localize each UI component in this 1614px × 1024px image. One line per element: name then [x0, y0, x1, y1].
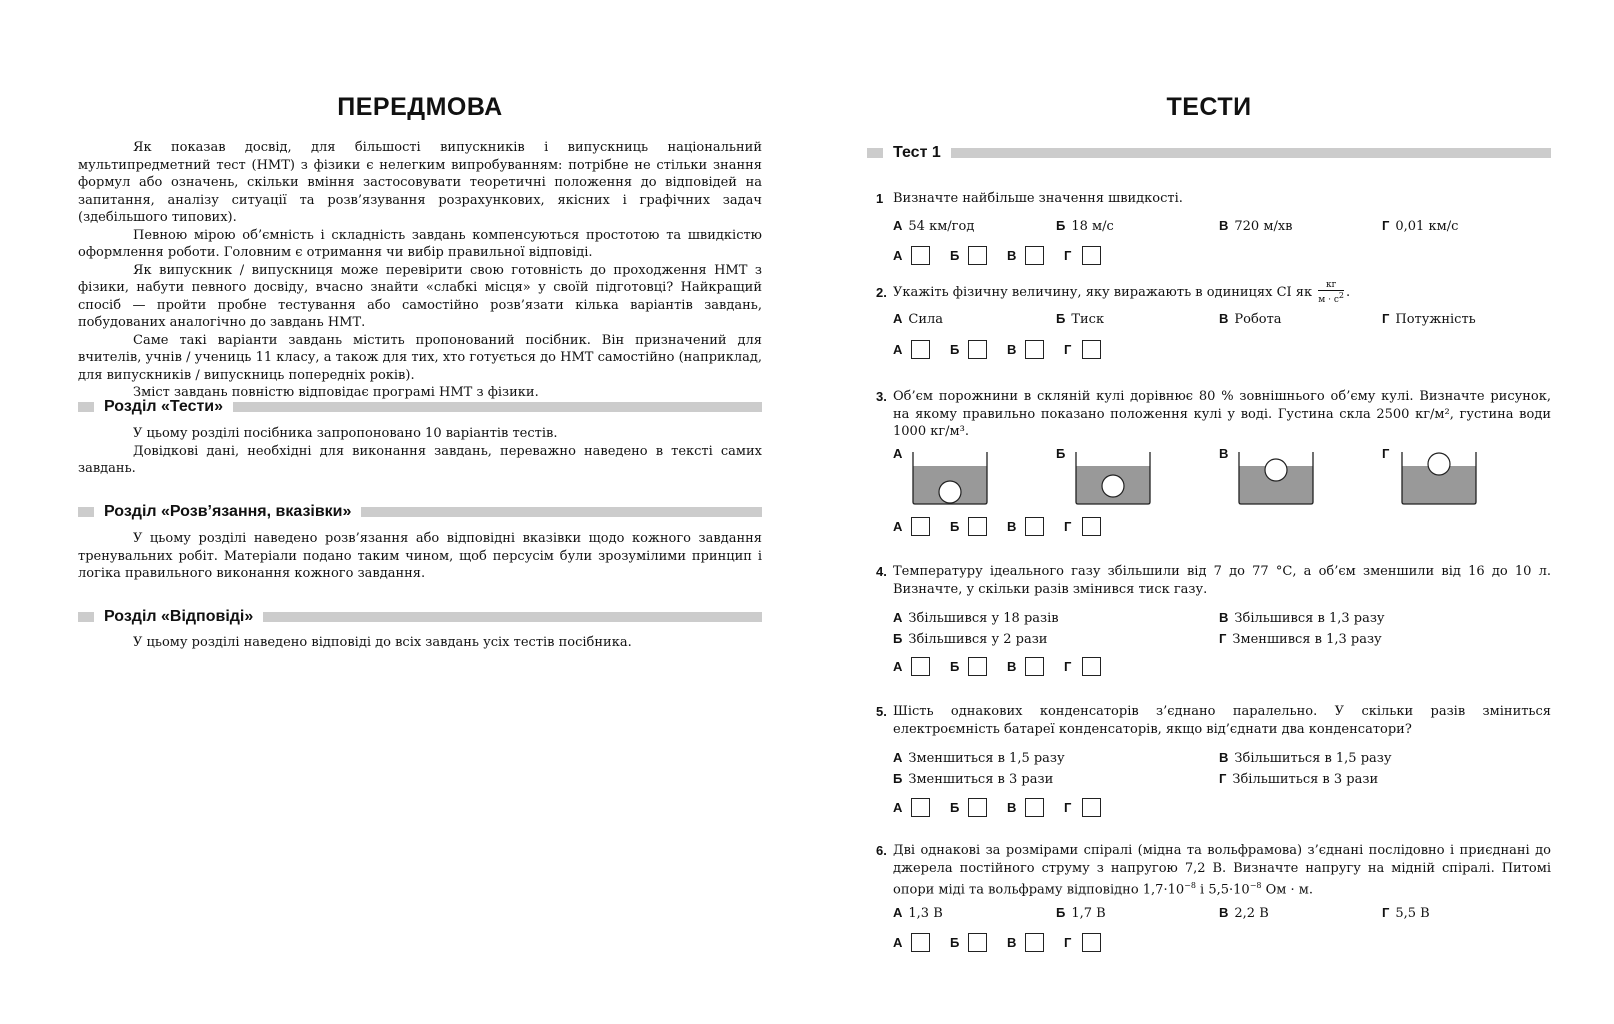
answer-row-1: А Б В Г: [893, 246, 1121, 265]
figure-c: В: [1219, 448, 1339, 512]
answer-row-4: А Б В Г: [893, 657, 1121, 676]
answer-checkbox[interactable]: [968, 657, 987, 676]
question-1: 1 Визначте найбільше значення швидкості.: [876, 191, 1183, 206]
section-text-answers: У цьому розділі наведено відповіді до всіх завдань усіх тестів посібника.: [133, 635, 632, 650]
preface-paragraph: Як показав досвід, для більшості випускників і випускниць національний мультипредметний тест (НМТ) з фізики є нелегким випробуванням: потрібне не стільки знання формул або означень, скільки вміння застосовувати теоретичні положення до відповідей на запитання, аналізу ситуації та розв’язування розрахункових, якісних і графічних задач (здебільшого типових).: [78, 140, 762, 225]
section-header-tests: [78, 396, 762, 418]
question-6-options: А 1,3 В Б 1,7 В В 2,2 В Г 5,5 В: [893, 905, 1430, 921]
option-a: А 54 км/год: [893, 218, 975, 234]
answer-checkbox[interactable]: [911, 657, 930, 676]
answer-row-6: А Б В Г: [893, 933, 1121, 952]
answer-checkbox[interactable]: [1025, 340, 1044, 359]
answer-checkbox[interactable]: [911, 933, 930, 952]
option-d: Г 0,01 км/с: [1382, 218, 1459, 234]
beaker-a-figure: [893, 448, 1013, 508]
preface-text: [78, 139, 762, 402]
answer-checkbox[interactable]: [1025, 517, 1044, 536]
test-label: Тест 1: [893, 144, 941, 161]
question-2-options: А Сила Б Тиск В Робота Г Потужність: [893, 311, 1476, 327]
answer-checkbox[interactable]: [1082, 246, 1101, 265]
answer-checkbox[interactable]: [1082, 657, 1101, 676]
answer-checkbox[interactable]: [968, 798, 987, 817]
question-1-options: [893, 218, 1551, 234]
section-text-tests: У цьому розділі посібника запропоновано 10 варіантів тестів. Довідкові дані, необхідні для виконання завдань, переважно наведено в тексті самих завдань.: [78, 426, 762, 476]
preface-paragraph: Зміст завдань повністю відповідає програмі НМТ з фізики.: [133, 385, 539, 400]
answer-checkbox[interactable]: [1025, 246, 1044, 265]
preface-title: ПЕРЕДМОВА: [337, 93, 503, 121]
question-4-options: А Збільшився у 18 разів В Збільшився в 1,3 разу Б Збільшився у 2 рази Г Зменшився в 1,3 разу: [893, 610, 1385, 647]
section-header-answers: [78, 606, 762, 628]
unit-fraction: $\frac{кг}{м \cdot с^2}$: [1318, 280, 1344, 305]
answer-checkbox[interactable]: [968, 340, 987, 359]
answer-checkbox[interactable]: [911, 340, 930, 359]
section-label: Розділ «Відповіді»: [104, 608, 254, 625]
answer-checkbox[interactable]: [1082, 933, 1101, 952]
section-label: Розділ «Розв’язання, вказівки»: [104, 503, 352, 520]
figure-d: Г: [1382, 448, 1502, 512]
question-6: 6. Дві однакові за розмірами спіралі (мідна та вольфрамова) з’єднані послідовно і приєднані до джерела постійного струму з напругою 7,2 В. Визначте напругу на мідній спіралі. Питомі опори міді та вольфраму відповідно $1,7\cdot 10^{-8}$ і $5,5\cdot 10^{-8}$ Ом · м.: [876, 843, 1551, 898]
beaker-c-figure: [1219, 448, 1339, 508]
question-4: 4. Температуру ідеального газу збільшили від 7 до 77 °С, а об’єм зменшили від 16 до 10 л. Визначте, у скільки разів змінився тиск газу.: [876, 564, 1551, 597]
answer-checkbox[interactable]: [968, 517, 987, 536]
answer-checkbox[interactable]: [1082, 340, 1101, 359]
preface-paragraph: Певною мірою об’ємність і складність завдань компенсуються простотою та швидкістю оформлення роботи. Головним є отримання чи вибір правильної відповіді.: [78, 227, 762, 260]
answer-checkbox[interactable]: [1025, 933, 1044, 952]
question-5: 5. Шість однакових конденсаторів з’єднано паралельно. У скільки разів зміниться електроємність батареї конденсаторів, якщо від’єднати два конденсатори?: [876, 704, 1551, 737]
answer-row-3: А Б В Г: [893, 517, 1121, 536]
figure-a: А: [893, 448, 1013, 512]
option-b: Б 18 м/с: [1056, 218, 1114, 234]
answer-checkbox[interactable]: [1082, 798, 1101, 817]
answer-checkbox[interactable]: [968, 246, 987, 265]
answer-checkbox[interactable]: [1082, 517, 1101, 536]
answer-checkbox[interactable]: [911, 517, 930, 536]
answer-row-5: А Б В Г: [893, 798, 1121, 817]
left-page: [78, 0, 762, 1024]
question-2: 2. Укажіть фізичну величину, яку виражають в одиницях СІ як $\frac{кг}{м \cdot с^2}$ .: [876, 280, 1351, 305]
answer-checkbox[interactable]: [968, 933, 987, 952]
test-header: [867, 142, 1551, 164]
figure-b: Б: [1056, 448, 1176, 512]
right-page: [867, 0, 1551, 1024]
preface-paragraph: Саме такі варіанти завдань містить пропонований посібник. Він призначений для вчителів, учнів / учениць 11 класу, а також для тих, хто готується до НМТ самостійно (наприклад, для випускників / випускниць попередніх років).: [78, 332, 762, 383]
question-5-options: А Зменшиться в 1,5 разу В Збільшиться в 1,5 разу Б Зменшиться в 3 рази Г Збільшиться в 3 рази: [893, 750, 1392, 787]
tests-title: ТЕСТИ: [1166, 93, 1252, 121]
answer-checkbox[interactable]: [911, 246, 930, 265]
answer-checkbox[interactable]: [1025, 657, 1044, 676]
answer-checkbox[interactable]: [911, 798, 930, 817]
section-label: Розділ «Тести»: [104, 398, 224, 415]
question-3: 3. Об’єм порожнини в скляній кулі дорівнює 80 % зовнішнього об’єму кулі. Визначте рисунок, на якому правильно показано положення кулі у воді. Густина скла 2500 кг/м², густина води 1000 кг/м³.: [876, 389, 1551, 439]
option-c: В 720 м/хв: [1219, 218, 1293, 234]
section-text-solutions: У цьому розділі наведено розв’язання або відповідні вказівки щодо кожного завдання тренувальних робіт. Матеріали подано таким чином, щоб персусім були зрозумілими принцип і логіка правильного виконання кожного завдання.: [78, 531, 762, 581]
answer-row-2: А Б В Г: [893, 340, 1121, 359]
answer-checkbox[interactable]: [1025, 798, 1044, 817]
section-header-solutions: [78, 501, 762, 523]
preface-paragraph: Як випускник / випускниця може перевірити свою готовність до проходження НМТ з фізики, набути певного досвіду, вчасно знайти «слабкі місця» у своїй підготовці? Найкращий спосіб — пройти пробне тестування або самостійно розв’язати кілька варіантів завдань, побудованих аналогічно до завдань НМТ.: [78, 262, 762, 330]
beaker-b-figure: [1056, 448, 1176, 508]
beaker-d-figure: [1382, 448, 1502, 508]
